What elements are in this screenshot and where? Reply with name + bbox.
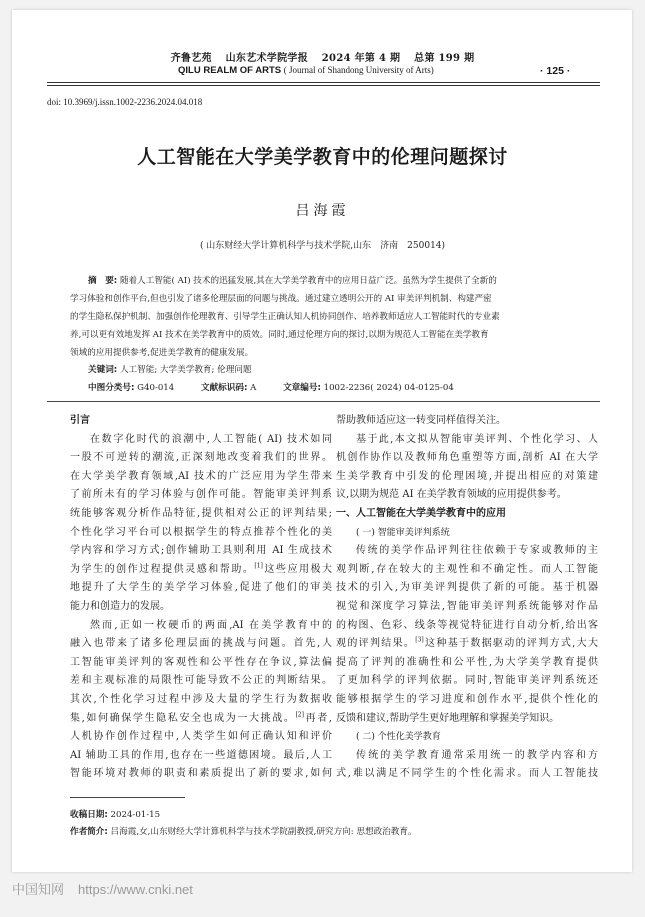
body-line: 机创作协作以及教师角色重塑等方面,剖析 AI 在大学 bbox=[336, 452, 598, 464]
body-line: 帮助教师适应这一转变同样值得关注。 bbox=[336, 415, 506, 426]
received-value: 2024-01-15 bbox=[110, 810, 161, 820]
abstract-line: 养,可以更有效地发挥 AI 技术在美学教育中的质效。同时,通过伦理方向的探讨,以期为规范人工智能在美学教育 bbox=[70, 330, 489, 340]
body-line: 在数字化时代的浪潮中,人工智能( AI) 技术如同 bbox=[90, 433, 332, 445]
section-heading: ( 一) 智能审美评判系统 bbox=[356, 527, 450, 538]
body-line: 一股不可逆转的潮流,正深刻地改变着我们的世界。 bbox=[70, 452, 332, 464]
body-line: 反馈和建议,帮助学生更好地理解和掌握美学知识。 bbox=[336, 712, 560, 724]
citation-ref: [1] bbox=[254, 562, 263, 570]
total-issue: 总第 199 期 bbox=[414, 53, 475, 64]
header-rule bbox=[47, 82, 600, 83]
body-column-right bbox=[336, 412, 598, 784]
body-line: 统能够客观分析作品特征,提供相对公正的评判结果; bbox=[70, 507, 332, 519]
body-line: 在大学美学教育领域,AI 技术的广泛应用为学生带来 bbox=[70, 470, 332, 482]
section-rule bbox=[47, 401, 600, 402]
keywords-text: 人工智能; 大学美学教育; 伦理问题 bbox=[119, 365, 252, 375]
body-line: 传统的美学作品评判往往依赖于专家或教师的主 bbox=[356, 545, 598, 557]
body-column-left bbox=[70, 412, 332, 784]
doc-code-label: 文献标识码: bbox=[200, 383, 248, 393]
cnki-watermark bbox=[12, 879, 193, 898]
body-line: 地提升了大学生的美学学习体验,促进了他们的审美 bbox=[70, 582, 332, 594]
body-line: 学内容和学习方式;创作辅助工具则利用 AI 生成技术 bbox=[70, 545, 332, 557]
author-affiliation: ( 山东财经大学计算机科学与技术学院,山东 济南 250014) bbox=[199, 241, 446, 251]
body-line: 了前所未有的学习体验与创作可能。智能审美评判系 bbox=[70, 489, 332, 501]
abstract-line: 领域的应用提供参考,促进美学教育的健康发展。 bbox=[70, 348, 254, 358]
author-bio-text: 吕海霞,女,山东财经大学计算机科学与技术学院副教授,研究方向: 思想政治教育。 bbox=[110, 827, 417, 837]
body-line: 提高了评判的准确性和公平性,为大学美学教育提供 bbox=[336, 656, 598, 668]
article-title: 人工智能在大学美学教育中的伦理问题探讨 bbox=[137, 146, 508, 168]
article-no-value: 1002-2236( 2024) 04-0125-04 bbox=[323, 383, 454, 393]
running-header bbox=[0, 49, 645, 64]
author-bio bbox=[70, 825, 417, 837]
abstract-line: 学习体验和创作平台,但也引发了诸多伦理层面的问题与挑战。通过建立透明公开的 AI 审美评判机制、构建严密 bbox=[70, 294, 492, 304]
body-line: 差和主观标准的局限性可能导致不公正的判断结果。 bbox=[70, 675, 332, 687]
section-heading: 引言 bbox=[70, 415, 90, 426]
abstract bbox=[70, 272, 580, 362]
body-line: 视觉和深度学习算法,智能审美评判系统能够对作品 bbox=[336, 600, 598, 612]
journal-name-cn: 齐鲁艺苑 bbox=[170, 53, 212, 64]
body-line: 观的评判结果。[3]这种基于数据驱动的评判方式,大大 bbox=[336, 636, 598, 650]
article-no-label: 文章编号: bbox=[283, 383, 321, 393]
body-line: 其次,个性化学习过程中涉及大量的学生行为数据收 bbox=[70, 693, 332, 705]
body-line: 然而,正如一枚硬币的两面,AI 在美学教育中的 bbox=[90, 619, 332, 631]
section-heading: 一、人工智能在大学美学教育中的应用 bbox=[336, 507, 506, 519]
citation-ref: [3] bbox=[415, 636, 424, 644]
section-heading: ( 二) 个性化美学教育 bbox=[356, 732, 441, 743]
body-line: 个性化学习平台可以根据学生的特点推荐个性化的美 bbox=[70, 526, 332, 538]
keywords bbox=[88, 363, 252, 375]
author-name: 吕海霞 bbox=[295, 203, 350, 219]
journal-name-en-sub: ( Journal of Shandong University of Arts) bbox=[283, 65, 434, 75]
doi: doi: 10.3969/j.issn.1002-2236.2024.04.018 bbox=[47, 97, 203, 107]
footnote-rule bbox=[70, 797, 185, 798]
watermark-site: 中国知网 bbox=[12, 883, 65, 898]
body-line: 集,如何确保学生隐私安全也成为一大挑战。[2]再者, bbox=[70, 711, 332, 724]
doc-code-value: A bbox=[250, 383, 257, 393]
body-line: 为学生的创作过程提供灵感和帮助。[1]这些应用极大 bbox=[70, 562, 332, 575]
received-label: 收稿日期: bbox=[70, 810, 108, 820]
received-date bbox=[70, 808, 160, 820]
body-line: 能够根据学生的学习进度和创作水平,提供个性化的 bbox=[336, 693, 598, 705]
body-line: AI 辅助工具的作用,也存在一些道德困境。最后,人工 bbox=[70, 749, 332, 761]
issue: 2024 年第 4 期 bbox=[321, 53, 401, 64]
body-line: 能力和创造力的发展。 bbox=[70, 600, 170, 612]
header-rule-thin bbox=[47, 85, 600, 86]
watermark-url[interactable]: https://www.cnki.net bbox=[78, 882, 193, 897]
author-bio-label: 作者简介: bbox=[70, 827, 108, 837]
body-line: 工智能审美评判的客观性和公平性存在争议,算法偏 bbox=[70, 656, 332, 668]
journal-name-en: QILU REALM OF ARTS bbox=[178, 65, 282, 76]
body-line: 的构图、色彩、线条等视觉特征进行自动分析,给出客 bbox=[336, 619, 598, 631]
running-header-en bbox=[178, 65, 434, 76]
school-journal: 山东艺术学院学报 bbox=[225, 53, 308, 64]
body-line: 人机协作创作过程中,人类学生如何正确认知和评价 bbox=[70, 731, 332, 743]
abstract-label: 摘 要: bbox=[88, 276, 118, 286]
body-line: 式,难以满足不同学生的个性化需求。而人工智能技 bbox=[336, 768, 598, 780]
page-number: · 125 · bbox=[540, 65, 571, 77]
classification bbox=[88, 381, 454, 393]
clc-value: G40-014 bbox=[137, 383, 175, 393]
body-line: 生美学教育中引发的伦理困境,并提出相应的对策建 bbox=[336, 470, 598, 482]
clc-label: 中图分类号: bbox=[88, 383, 135, 393]
body-line: 技术的引入,为审美评判提供了新的可能。基于机器 bbox=[336, 582, 598, 594]
body-line: 观判断,存在较大的主观性和不确定性。而人工智能 bbox=[336, 563, 598, 575]
body-line: 传统的美学教育通常采用统一的教学内容和方 bbox=[356, 749, 598, 761]
body-line: 议,以期为规范 AI 在美学教育领域的应用提供参考。 bbox=[336, 489, 567, 501]
abstract-line: 的学生隐私保护机制、加强创作伦理教育、引导学生正确认知人机协同创作、培养教师适应人工智能时代的专业素 bbox=[70, 312, 500, 322]
citation-ref: [2] bbox=[295, 711, 304, 719]
abstract-line: 摘 要: 随着人工智能( AI) 技术的迅猛发展,其在大学美学教育中的应用日益广泛。虽然为学生提供了全新的 bbox=[88, 276, 497, 286]
body-line: 基于此,本文拟从智能审美评判、个性化学习、人 bbox=[356, 433, 598, 445]
body-line: 了更加科学的评判依据。同时,智能审美评判系统还 bbox=[336, 675, 598, 687]
keywords-label: 关键词: bbox=[88, 365, 118, 375]
body-line: 融入也带来了诸多伦理层面的挑战与问题。首先,人 bbox=[70, 638, 332, 650]
body-line: 智能环境对教师的职责和素质提出了新的要求,如何 bbox=[70, 768, 332, 780]
